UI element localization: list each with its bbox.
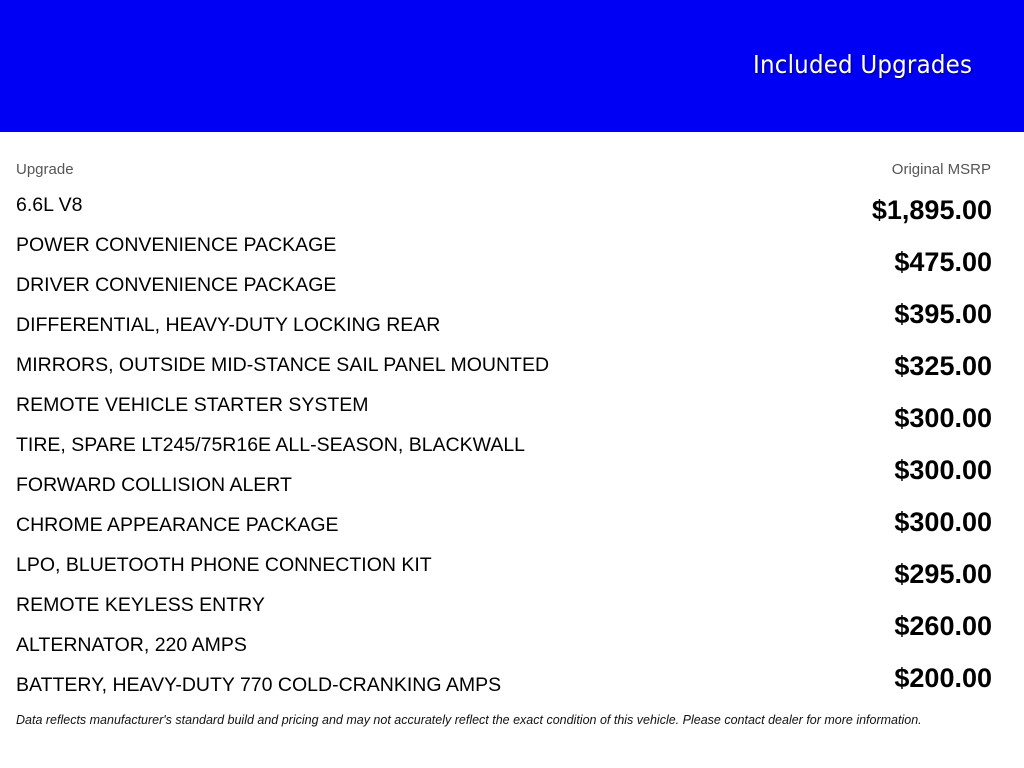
price-item: $475.00 [894, 247, 992, 277]
upgrade-column-header: Upgrade [16, 161, 74, 178]
upgrade-item: DIFFERENTIAL, HEAVY-DUTY LOCKING REAR [16, 314, 441, 336]
page-title: Included Upgrades [752, 50, 972, 79]
msrp-column-header: Original MSRP [891, 161, 991, 178]
price-item: $1,895.00 [871, 195, 992, 225]
upgrade-item: 6.6L V8 [16, 194, 83, 216]
upgrade-item: LPO, BLUETOOTH PHONE CONNECTION KIT [16, 554, 432, 576]
upgrade-item: CHROME APPEARANCE PACKAGE [16, 514, 339, 536]
price-item: $300.00 [894, 507, 992, 537]
upgrade-item: BATTERY, HEAVY-DUTY 770 COLD-CRANKING AMPS [16, 674, 502, 696]
upgrade-item: ALTERNATOR, 220 AMPS [16, 634, 247, 656]
disclaimer-text: Data reflects manufacturer's standard build and pricing and may not accurately reflect the exact condition of this vehicle. Please contact dealer for more information. [16, 713, 922, 727]
price-item: $260.00 [894, 611, 992, 641]
upgrade-item: FORWARD COLLISION ALERT [16, 474, 292, 496]
upgrade-item: POWER CONVENIENCE PACKAGE [16, 234, 337, 256]
price-item: $300.00 [894, 455, 992, 485]
upgrade-item: TIRE, SPARE LT245/75R16E ALL-SEASON, BLACKWALL [16, 434, 526, 456]
price-item: $300.00 [894, 403, 992, 433]
upgrade-list [16, 194, 549, 714]
price-item: $200.00 [894, 663, 992, 693]
upgrade-item: DRIVER CONVENIENCE PACKAGE [16, 274, 337, 296]
price-item: $325.00 [894, 351, 992, 381]
price-item: $395.00 [894, 299, 992, 329]
price-list [872, 195, 992, 715]
upgrade-item: REMOTE VEHICLE STARTER SYSTEM [16, 394, 369, 416]
upgrade-item: REMOTE KEYLESS ENTRY [16, 594, 265, 616]
price-item: $295.00 [894, 559, 992, 589]
upgrade-item: MIRRORS, OUTSIDE MID-STANCE SAIL PANEL MOUNTED [16, 354, 550, 376]
header-banner [0, 0, 1024, 132]
